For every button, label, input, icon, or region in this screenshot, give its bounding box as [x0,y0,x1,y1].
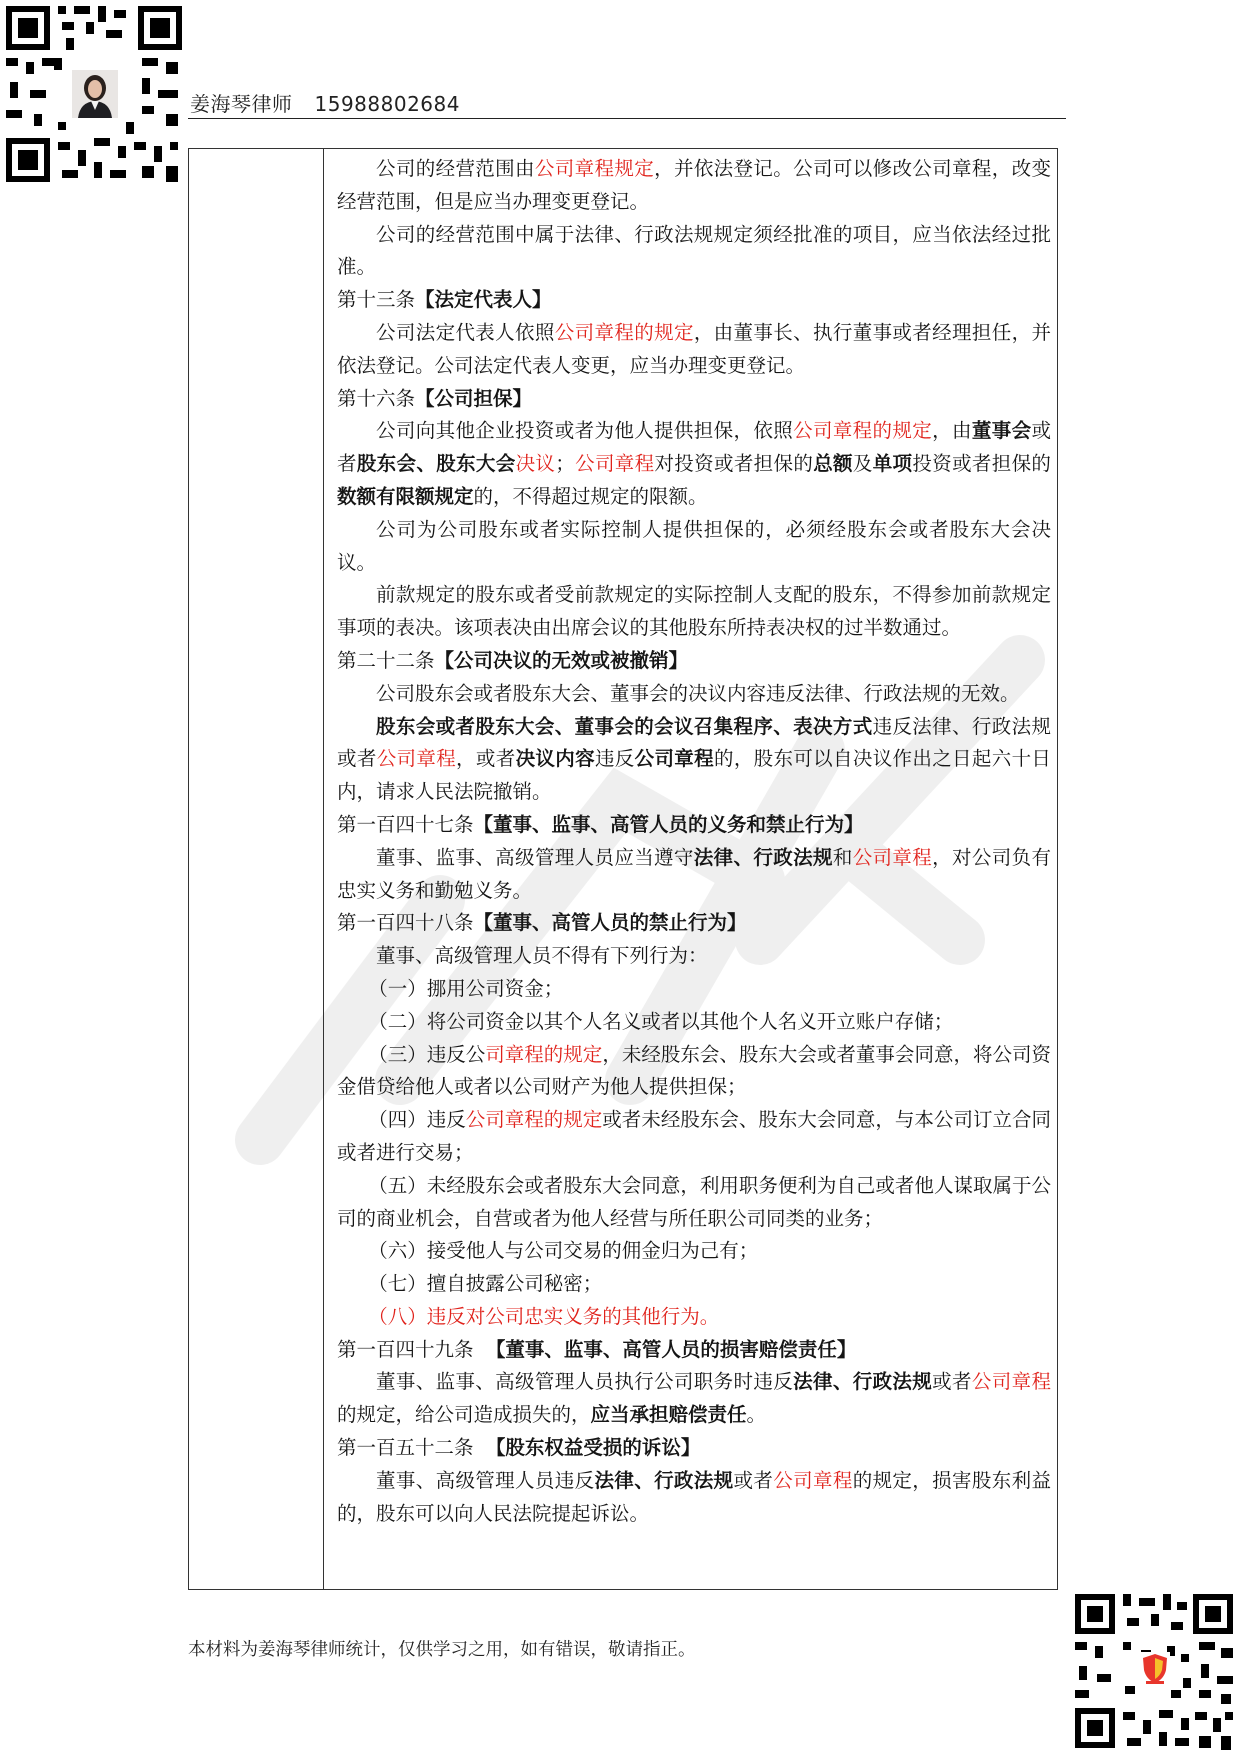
article-148-item-1: （一）挪用公司资金； [368,976,564,1000]
article-148-item-2: （二）将公司资金以其个人名义或者以其他个人名义开立账户存储； [368,1009,954,1033]
article-16-text-3: 前款规定的股东或者受前款规定的实际控制人支配的股东，不得参加前款规定事项的表决。该项表决由出席会议的其他股东所持表决权的过半数通过。 [337,583,1051,640]
article-13-text: 公司法定代表人依照公司章程的规定，由董事长、执行董事或者经理担任，并依法登记。公司法定代表人变更，应当办理变更登记。 [337,320,1051,377]
header-divider [188,118,1066,119]
law-text-cell [337,153,1051,1530]
avatar [70,68,120,120]
article-148-item-3: （三）违反公司章程的规定，未经股东会、股东大会或者董事会同意，将公司资金借贷给他人或者以公司财产为他人提供担保； [337,1042,1051,1099]
article-13-title: 第十三条【法定代表人】 [337,288,552,312]
article-16-text-1: 公司向其他企业投资或者为他人提供担保，依照公司章程的规定，由董事会或者股东会、股东大会决议；公司章程对投资或者担保的总额及单项投资或者担保的数额有限额规定的，不得超过规定的限额。 [337,419,1051,508]
table-column-divider [323,149,324,1589]
phone-number: 15988802684 [314,92,460,116]
article-148-intro: 董事、高级管理人员不得有下列行为： [376,944,708,968]
article-148-item-8: （八）违反对公司忠实义务的其他行为。 [368,1304,720,1328]
law-table [188,148,1058,1590]
article-148-item-5: （五）未经股东会或者股东大会同意，利用职务便利为自己或者他人谋取属于公司的商业机会，自营或者为他人经营与所任职公司同类的业务； [337,1173,1051,1230]
article-22-title: 第二十二条【公司决议的无效或被撤销】 [337,648,689,672]
article-22-text-2: 股东会或者股东大会、董事会的会议召集程序、表决方式违反法律、行政法规或者公司章程，或者决议内容违反公司章程的，股东可以自决议作出之日起六十日内，请求人民法院撤销。 [337,714,1051,804]
article-16-title: 第十六条【公司担保】 [337,386,533,410]
article-148-item-6: （六）接受他人与公司交易的佣金归为己有； [368,1239,759,1263]
article-148-item-7: （七）擅自披露公司秘密； [368,1272,603,1296]
article-148-item-4: （四）违反公司章程的规定或者未经股东会、股东大会同意，与本公司订立合同或者进行交易； [337,1108,1051,1164]
article-22-text-1: 公司股东会或者股东大会、董事会的决议内容违反法律、行政法规的无效。 [376,681,1020,705]
shield-icon [1140,1652,1170,1686]
paragraph-scope: 公司的经营范围由公司章程规定，并依法登记。公司可以修改公司章程，改变经营范围，但是应当办理变更登记。 [337,157,1051,213]
footer-note: 本材料为姜海琴律师统计，仅供学习之用，如有错误，敬请指正。 [188,1640,696,1660]
lawyer-name: 姜海琴律师 [190,92,293,116]
paragraph-scope-approval: 公司的经营范围中属于法律、行政法规规定须经批准的项目，应当依法经过批准。 [337,222,1051,279]
article-149-title: 第一百四十九条 【董事、监事、高管人员的损害赔偿责任】 [337,1337,857,1361]
header-contact [190,88,460,117]
article-147-text: 董事、监事、高级管理人员应当遵守法律、行政法规和公司章程，对公司负有忠实义务和勤勉义务。 [337,845,1051,902]
article-16-text-2: 公司为公司股东或者实际控制人提供担保的，必须经股东会或者股东大会决议。 [337,517,1051,574]
article-147-title: 第一百四十七条【董事、监事、高管人员的义务和禁止行为】 [337,812,864,836]
article-148-title: 第一百四十八条【董事、高管人员的禁止行为】 [337,911,747,935]
article-152-text: 董事、高级管理人员违反法律、行政法规或者公司章程的规定，损害股东利益的，股东可以向人民法院提起诉讼。 [337,1468,1051,1525]
article-149-text: 董事、监事、高级管理人员执行公司职务时违反法律、行政法规或者公司章程的规定，给公司造成损失的，应当承担赔偿责任。 [337,1370,1051,1427]
article-152-title: 第一百五十二条 【股东权益受损的诉讼】 [337,1436,701,1460]
